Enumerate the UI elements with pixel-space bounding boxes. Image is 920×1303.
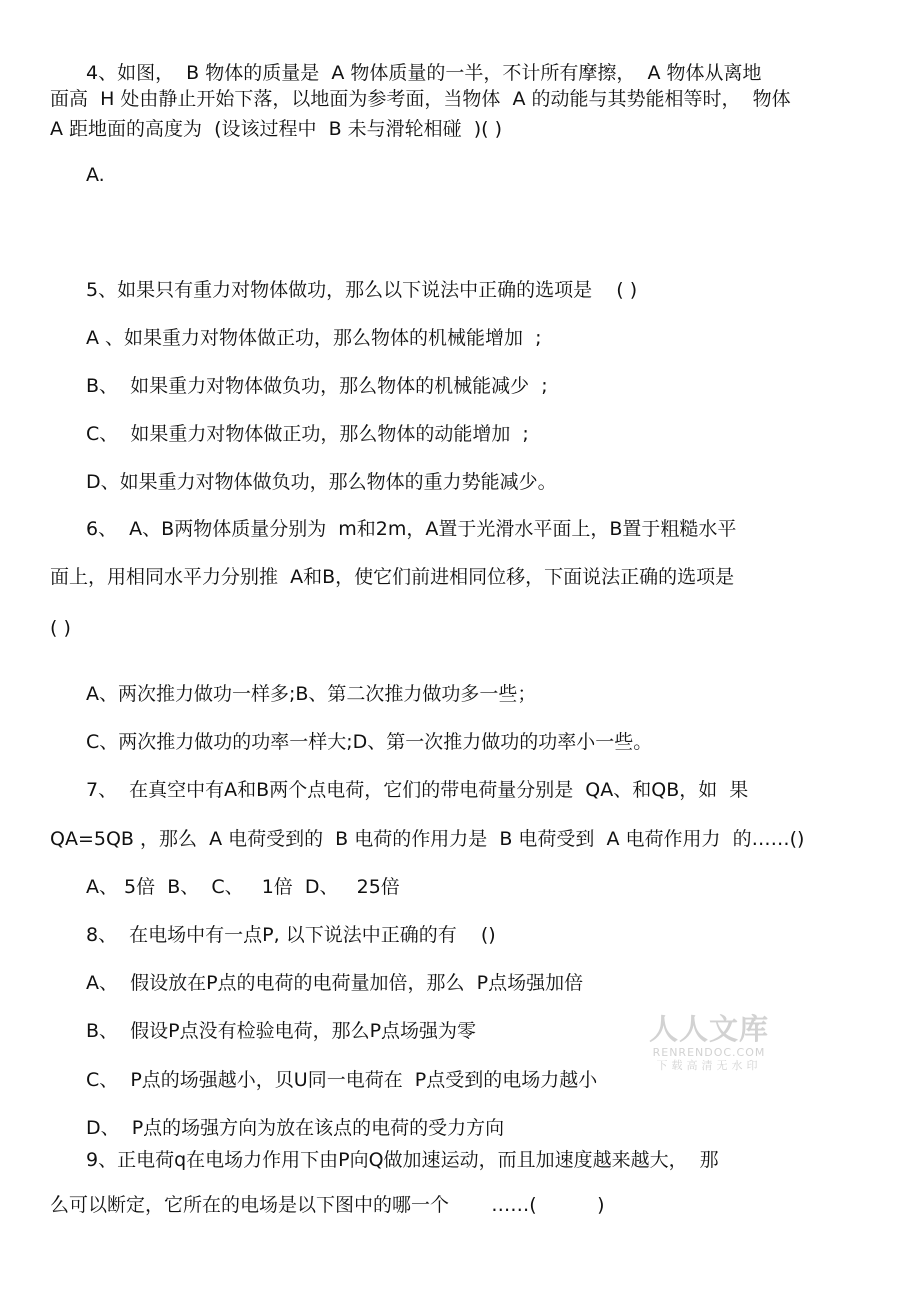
question-4-line-1: 4、如图， B 物体的质量是 A 物体质量的一半，不计所有摩擦， A 物体从离地: [86, 62, 762, 84]
watermark: [646, 1012, 772, 1073]
question-5-option-a: A 、如果重力对物体做正功，那么物体的机械能增加 ;: [86, 327, 542, 349]
question-8-option-a: A、 假设放在P点的电荷的电荷量加倍，那么 P点场强加倍: [86, 972, 584, 994]
question-8-option-c: C、 P点的场强越小，贝U同一电荷在 P点受到的电场力越小: [86, 1069, 598, 1091]
question-6-options-cd: C、两次推力做功的功率一样大;D、第一次推力做功的功率小一些。: [86, 731, 653, 753]
question-4-line-3: A 距地面的高度为 (设该过程中 B 未与滑轮相碰 )( ): [50, 118, 503, 140]
question-6-options-ab: A、两次推力做功一样多;B、第二次推力做功多一些；: [86, 683, 537, 705]
question-5-stem: 5、如果只有重力对物体做功，那么以下说法中正确的选项是 ( ): [86, 279, 638, 301]
watermark-url: RENRENDOC.COM: [652, 1046, 766, 1059]
watermark-caption: 下载高清无水印: [656, 1059, 762, 1072]
question-8-stem: 8、 在电场中有一点P, 以下说法中正确的有 (): [86, 924, 496, 946]
question-8-option-b: B、 假设P点没有检验电荷，那么P点场强为零: [86, 1020, 477, 1042]
question-9-line-2: 么可以断定，它所在的电场是以下图中的哪一个 ……( ): [50, 1194, 605, 1216]
question-4-line-2: 面高 H 处由静止开始下落，以地面为参考面，当物体 A 的动能与其势能相等时， 物体: [50, 88, 791, 110]
question-8-option-d: D、 P点的场强方向为放在该点的电荷的受力方向: [86, 1117, 505, 1139]
question-4-option-a: A.: [86, 164, 105, 186]
question-6-line-1: 6、 A、B两物体质量分别为 m和2m，A置于光滑水平面上，B置于粗糙水平: [86, 518, 737, 540]
question-9-line-1: 9、正电荷q在电场力作用下由P向Q做加速运动，而且加速度越来越大， 那: [86, 1149, 719, 1171]
question-7-line-2: QA=5QB ，那么 A 电荷受到的 B 电荷的作用力是 B 电荷受到 A 电荷作用力 的……(): [50, 828, 805, 850]
question-6-line-2: 面上，用相同水平力分别推 A和B，使它们前进相同位移，下面说法正确的选项是: [50, 566, 735, 588]
question-5-option-c: C、 如果重力对物体做正功，那么物体的动能增加 ;: [86, 423, 529, 445]
watermark-logo-text: 人人文库: [648, 1012, 769, 1046]
question-5-option-b: B、 如果重力对物体做负功，那么物体的机械能减少 ;: [86, 375, 548, 397]
question-5-option-d: D、如果重力对物体做负功，那么物体的重力势能减少。: [86, 471, 557, 493]
question-7-line-1: 7、 在真空中有A和B两个点电荷，它们的带电荷量分别是 QA、和QB，如 果: [86, 779, 749, 801]
question-7-options: A、 5倍 B、 C、 1倍 D、 25倍: [86, 876, 400, 898]
question-6-line-3: ( ): [50, 617, 71, 639]
